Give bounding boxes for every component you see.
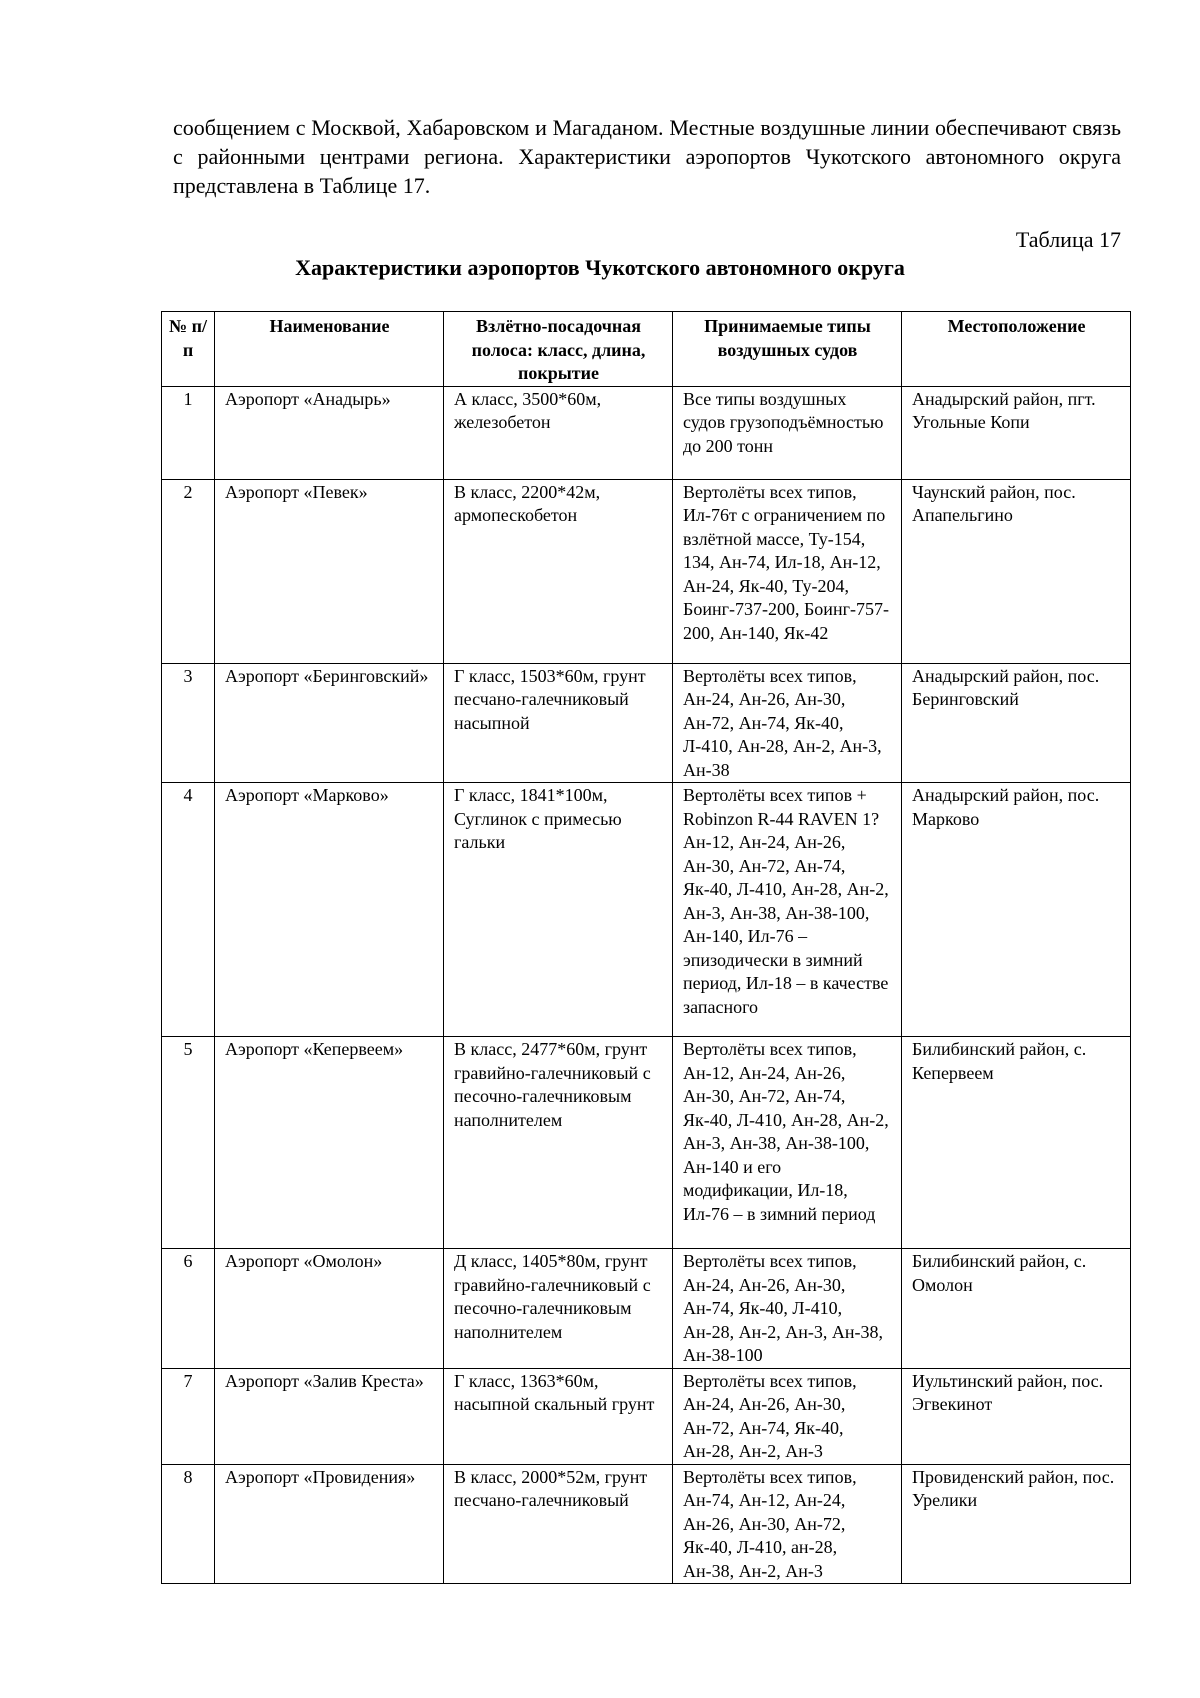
cell-aircraft: Все типы воздушных судов грузоподъёмностью до 200 тонн xyxy=(673,386,902,479)
cell-runway: В класс, 2000*52м, грунт песчано-галечниковый xyxy=(444,1464,673,1584)
cell-location: Иультинский район, пос. Эгвекинот xyxy=(902,1368,1131,1464)
cell-runway: А класс, 3500*60м, железобетон xyxy=(444,386,673,479)
cell-aircraft: Вертолёты всех типов, Ан-24, Ан-26, Ан-30, Ан-72, Ан-74, Як-40, Л-410, Ан-28, Ан-2, Ан-3, Ан-38 xyxy=(673,663,902,783)
cell-aircraft: Вертолёты всех типов, Ан-12, Ан-24, Ан-26, Ан-30, Ан-72, Ан-74, Як-40, Л-410, Ан-28, Ан-2, Ан-3, Ан-38, Ан-38-100, Ан-140 и его модификации, Ил-18, Ил-76 – в зимний период xyxy=(673,1037,902,1249)
table-row xyxy=(162,1037,1131,1249)
cell-runway: В класс, 2200*42м, армопескобетон xyxy=(444,479,673,663)
cell-name: Аэропорт «Залив Креста» xyxy=(215,1368,444,1464)
table-row xyxy=(162,386,1131,479)
intro-paragraph: сообщением с Москвой, Хабаровском и Магаданом. Местные воздушные линии обеспечивают связь с районными центрами региона. Характеристики аэропортов Чукотского автономного округа представлена в Таблице 17. xyxy=(173,115,1121,198)
header-num: № п/п xyxy=(162,312,215,387)
cell-location: Анадырский район, пос. Беринговский xyxy=(902,663,1131,783)
cell-location: Анадырский район, пос. Марково xyxy=(902,783,1131,1037)
table-row xyxy=(162,1464,1131,1584)
cell-runway: В класс, 2477*60м, грунт гравийно-галечниковый с песочно-галечниковым наполнителем xyxy=(444,1037,673,1249)
cell-name: Аэропорт «Марково» xyxy=(215,783,444,1037)
cell-name: Аэропорт «Кепервеем» xyxy=(215,1037,444,1249)
table-row xyxy=(162,1368,1131,1464)
table-row xyxy=(162,1249,1131,1369)
cell-aircraft: Вертолёты всех типов + Robinzon R-44 RAVEN 1? Ан-12, Ан-24, Ан-26, Ан-30, Ан-72, Ан-74, Як-40, Л-410, Ан-28, Ан-2, Ан-3, Ан-38, Ан-38-100, Ан-140, Ил-76 – эпизодически в зимний период, Ил-18 – в качестве запасного xyxy=(673,783,902,1037)
cell-name: Аэропорт «Певек» xyxy=(215,479,444,663)
cell-num: 2 xyxy=(162,479,215,663)
table-row xyxy=(162,663,1131,783)
cell-name: Аэропорт «Омолон» xyxy=(215,1249,444,1369)
table-row xyxy=(162,479,1131,663)
cell-num: 4 xyxy=(162,783,215,1037)
cell-name: Аэропорт «Беринговский» xyxy=(215,663,444,783)
cell-num: 8 xyxy=(162,1464,215,1584)
header-aircraft: Принимаемые типы воздушных судов xyxy=(673,312,902,387)
cell-location: Анадырский район, пгт. Угольные Копи xyxy=(902,386,1131,479)
cell-location: Провиденский район, пос. Урелики xyxy=(902,1464,1131,1584)
cell-num: 6 xyxy=(162,1249,215,1369)
cell-runway: Г класс, 1503*60м, грунт песчано-галечниковый насыпной xyxy=(444,663,673,783)
cell-aircraft: Вертолёты всех типов, Ан-24, Ан-26, Ан-30, Ан-72, Ан-74, Як-40, Ан-28, Ан-2, Ан-3 xyxy=(673,1368,902,1464)
table-row xyxy=(162,783,1131,1037)
airports-table xyxy=(161,311,1131,1584)
cell-name: Аэропорт «Провидения» xyxy=(215,1464,444,1584)
cell-num: 5 xyxy=(162,1037,215,1249)
cell-aircraft: Вертолёты всех типов, Ил-76т с ограничением по взлётной массе, Ту-154, 134, Ан-74, Ил-18, Ан-12, Ан-24, Як-40, Ту-204, Боинг-737-200, Боинг-757-200, Ан-140, Як-42 xyxy=(673,479,902,663)
cell-aircraft: Вертолёты всех типов, Ан-24, Ан-26, Ан-30, Ан-74, Як-40, Л-410, Ан-28, Ан-2, Ан-3, Ан-38, Ан-38-100 xyxy=(673,1249,902,1369)
table-body xyxy=(162,386,1131,1584)
table-title: Характеристики аэропортов Чукотского автономного округа xyxy=(295,255,905,280)
cell-location: Билибинский район, с. Омолон xyxy=(902,1249,1131,1369)
header-location: Местоположение xyxy=(902,312,1131,387)
cell-runway: Г класс, 1363*60м, насыпной скальный грунт xyxy=(444,1368,673,1464)
cell-location: Чаунский район, пос. Апапельгино xyxy=(902,479,1131,663)
cell-location: Билибинский район, с. Кепервеем xyxy=(902,1037,1131,1249)
cell-name: Аэропорт «Анадырь» xyxy=(215,386,444,479)
table-header-row xyxy=(162,312,1131,387)
header-runway: Взлётно-посадочная полоса: класс, длина, покрытие xyxy=(444,312,673,387)
cell-num: 7 xyxy=(162,1368,215,1464)
cell-num: 3 xyxy=(162,663,215,783)
cell-runway: Г класс, 1841*100м, Суглинок с примесью гальки xyxy=(444,783,673,1037)
table-number: Таблица 17 xyxy=(1015,227,1121,252)
cell-runway: Д класс, 1405*80м, грунт гравийно-галечниковый с песочно-галечниковым наполнителем xyxy=(444,1249,673,1369)
cell-aircraft: Вертолёты всех типов, Ан-74, Ан-12, Ан-24, Ан-26, Ан-30, Ан-72, Як-40, Л-410, ан-28, Ан-38, Ан-2, Ан-3 xyxy=(673,1464,902,1584)
cell-num: 1 xyxy=(162,386,215,479)
header-name: Наименование xyxy=(215,312,444,387)
